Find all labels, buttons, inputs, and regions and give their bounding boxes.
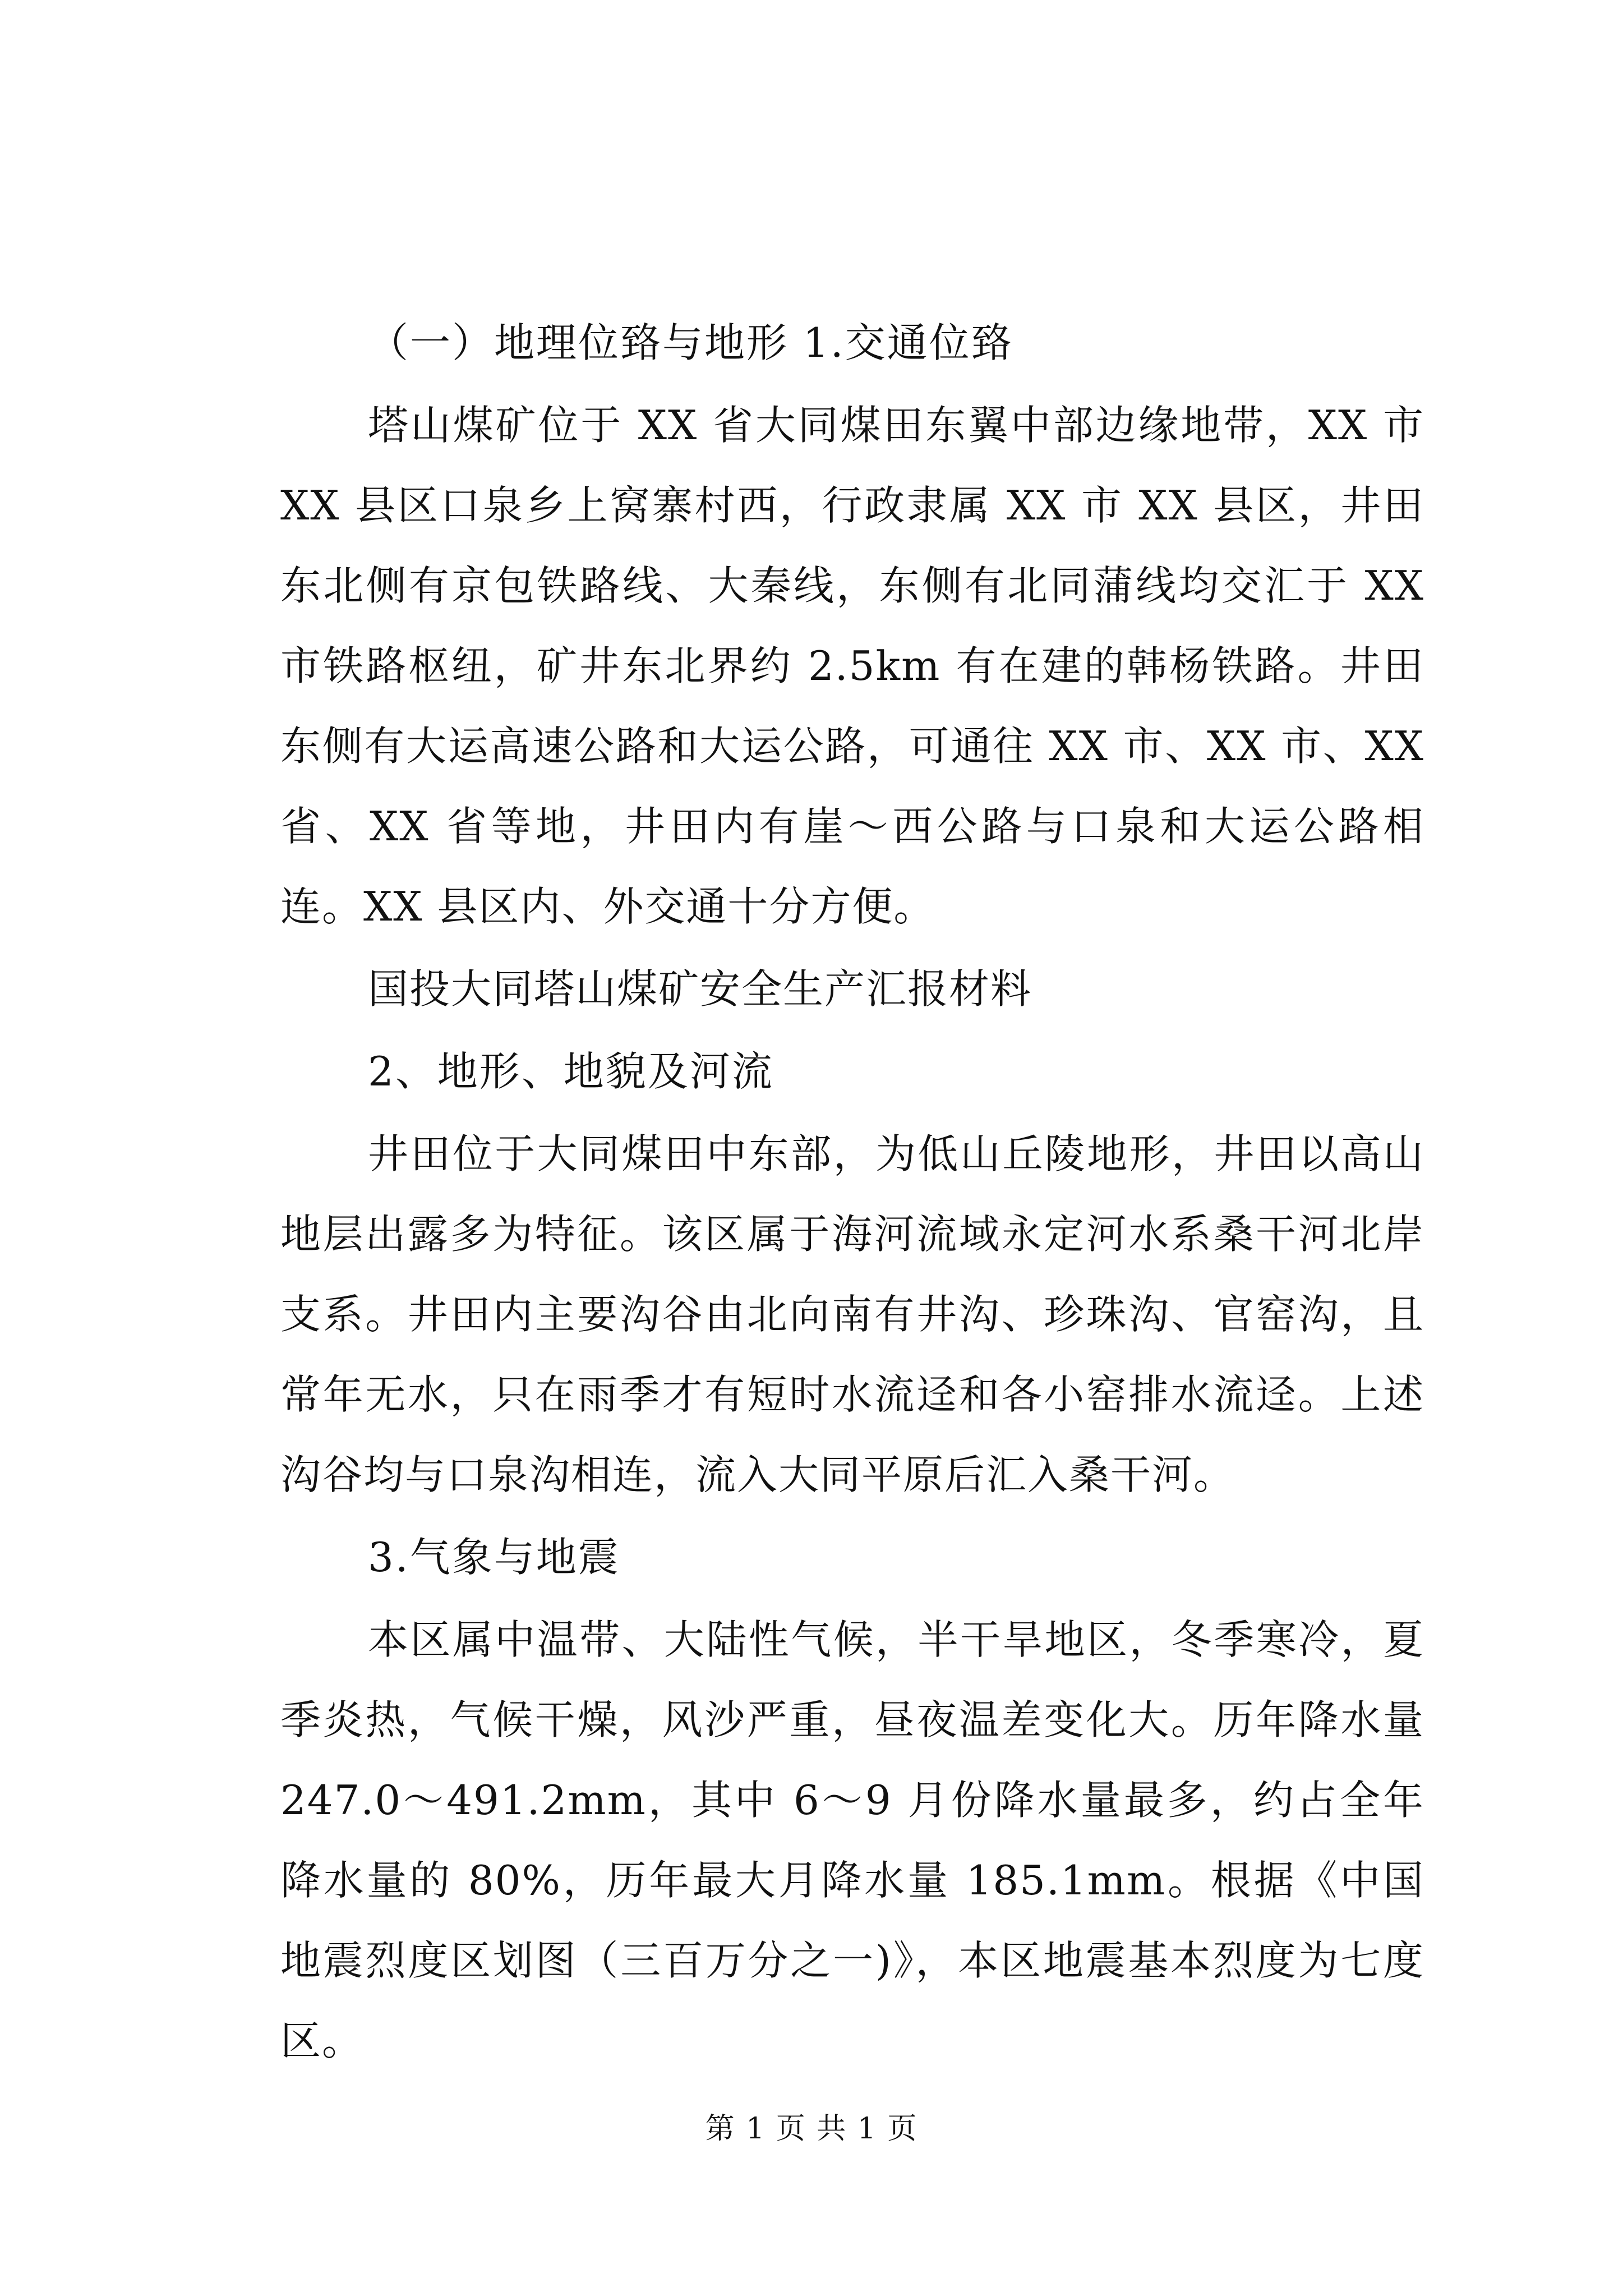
paragraph-traffic-location: 塔山煤矿位于 XX 省大同煤田东翼中部边缘地带，XX 市 XX 县区口泉乡上窝寨村西，行政隶属 XX 市 XX 县区，井田东北侧有京包铁路线、大秦线，东侧有北同蒲线均交汇于 XX 市铁路枢纽，矿井东北界约 2.5km 有在建的韩杨铁路。井田东侧有大运高速公路和大运公路，可通往 XX 市、XX 市、XX 省、XX 省等地，井田内有崖～西公路与口泉和大运公路相连。XX 县区内、外交通十分方便。 <box>280 402 1424 930</box>
page-footer: 第 1 页 共 1 页 <box>705 2112 918 2146</box>
paragraph-report-title: 国投大同塔山煤矿安全生产汇报材料 <box>368 965 1032 1013</box>
paragraph-climate-earthquake: 本区属中温带、大陆性气候，半干旱地区，冬季寒冷，夏季炎热，气候干燥，风沙严重，昼夜温差变化大。历年降水量 247.0～491.2mm，其中 6～9 月份降水量最多，约占全年降水量的 80%，历年最大月降水量 185.1mm。根据《中国地震烈度区划图（三百万分之一)》，本区地震基本烈度为七度区。 <box>280 1616 1424 2064</box>
section-heading-climate: 3.气象与地震 <box>368 1534 620 1581</box>
section-heading-terrain: 2、地形、地貌及河流 <box>368 1048 774 1095</box>
document-body <box>280 303 1424 2083</box>
section-heading-location: （一）地理位臵与地形 1.交通位臵 <box>368 319 1013 366</box>
paragraph-terrain-rivers: 井田位于大同煤田中东部，为低山丘陵地形，井田以高山地层出露多为特征。该区属于海河流域永定河水系桑干河北岸支系。井田内主要沟谷由北向南有井沟、珍珠沟、官窑沟，且常年无水，只在雨季才有短时水流迳和各小窑排水流迳。上述沟谷均与口泉沟相连，流入大同平原后汇入桑干河。 <box>280 1130 1424 1498</box>
